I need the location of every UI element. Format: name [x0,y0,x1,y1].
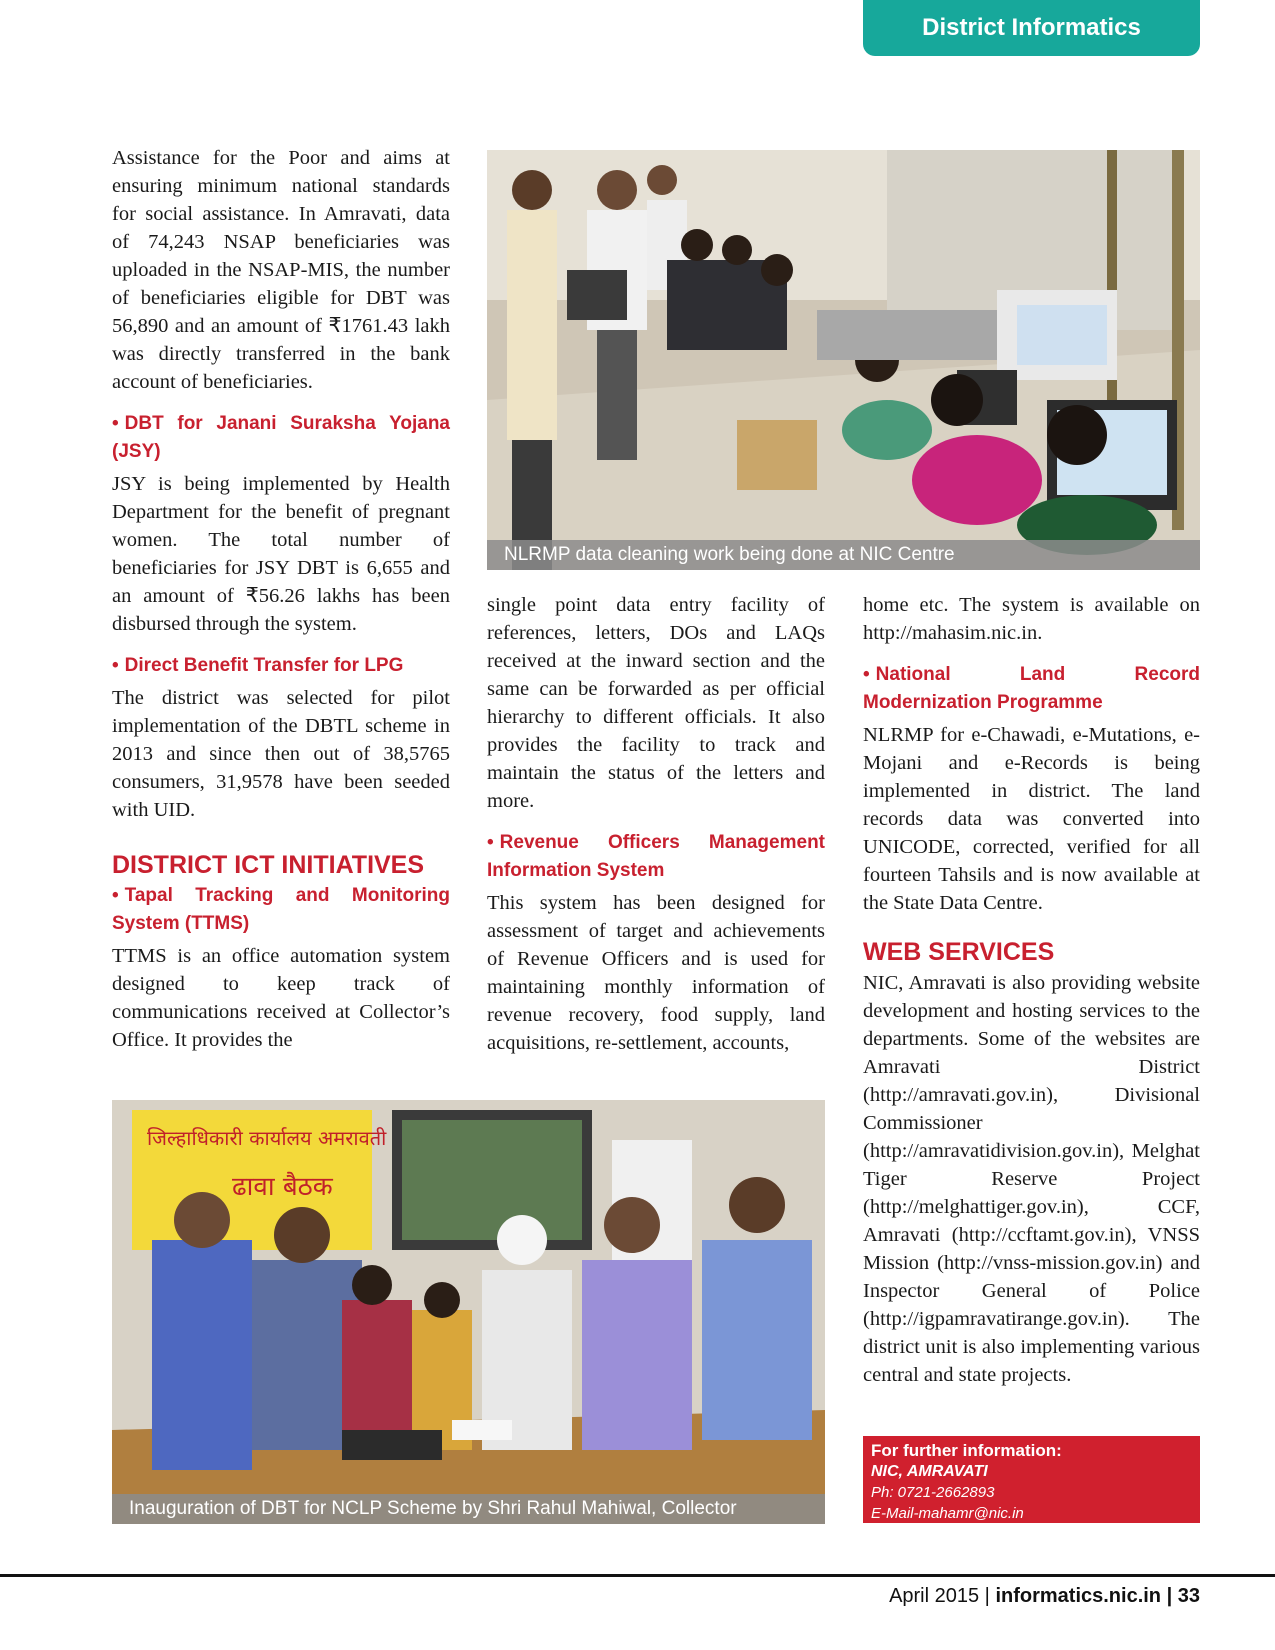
contact-phone: Ph: 0721-2662893 [871,1484,995,1501]
column-2 [487,591,825,1071]
jsy-paragraph: JSY is being implemented by Health Department for the benefit of pregnant women. The total number of beneficiaries for JSY DBT is 6,655 and an amount of ₹56.26 lakhs has been disbursed through the system. [112,473,450,635]
page-footer [889,1585,1200,1608]
contact-heading: For further information: [871,1441,1062,1460]
photo-nlrmp [487,150,1200,570]
romis-paragraph: This system has been designed for assessment of target and achievements of Revenue Officers and is used for maintaining monthly information of revenue recovery, food supply, land acquisitions, re-settlement, accounts, [487,892,825,1054]
web-services-paragraph: NIC, Amravati is also providing website development and hosting services to the departments. Some of the websites are Amravati District (http://amravati.gov.in), Divisional Commissioner (http://amravatidivision.gov.in), Melghat Tiger Reserve Project (http://melghattiger.gov.in), CCF, Amravati (http://ccftamt.gov.in), VNSS Mission (http://vnss-mission.gov.in) and Inspector General of Police (http://igpamravatirange.gov.in). The district unit is also implementing various central and state projects. [863,972,1200,1386]
ttms-paragraph: TTMS is an office automation system designed to keep track of communications received at Collector’s Office. It provides the [112,945,450,1051]
romis-heading: • Revenue Officers Management Information System [487,832,825,881]
banner-text: जिल्हाधिकारी कार्यालय अमरावती [147,1126,387,1150]
lpg-heading: • Direct Benefit Transfer for LPG [112,655,404,676]
web-services-heading: WEB SERVICES [863,938,1055,966]
photo-nclp-image [112,1100,825,1524]
photo-nclp-caption: Inauguration of DBT for NCLP Scheme by Shri Rahul Mahiwal, Collector [112,1494,825,1524]
ttms-continued-paragraph: single point data entry facility of references, letters, DOs and LAQs received at the inward section and the same can be forwarded as per official hierarchy to different officials. It also provides the facility to track and maintain the status of the letters and more. [487,594,825,812]
footer-site: informatics.nic.in [995,1585,1162,1607]
section-tab [863,0,1200,56]
footer-rule [0,1574,1275,1577]
photo-nlrmp-caption: NLRMP data cleaning work being done at NIC Centre [487,540,1200,570]
jsy-heading: • DBT for Janani Suraksha Yojana (JSY) [112,413,450,462]
column-1 [112,144,450,1068]
photo-nlrmp-image [487,150,1200,570]
footer-page-number: | 33 [1166,1585,1200,1607]
intro-paragraph: Assistance for the Poor and aims at ensuring minimum national standards for social assistance. In Amravati, data of 74,243 NSAP beneficiaries was uploaded in the NSAP-MIS, the number of beneficiaries eligible for DBT was 56,890 and an amount of ₹1761.43 lakh was directly transferred in the bank account of beneficiaries. [112,147,450,393]
contact-email: E-Mail-mahamr@nic.in [871,1505,1024,1522]
contact-info-box [863,1436,1200,1523]
footer-date: April 2015 | [889,1585,990,1607]
banner-text-2: ढावा बैठक [232,1172,333,1202]
nlrmp-paragraph: NLRMP for e-Chawadi, e-Mutations, e-Mojani and e-Records is being implemented in district. The land records data was converted into UNICODE, corrected, verified for all fourteen Tahsils and is now available at the State Data Centre. [863,724,1200,914]
romis-continued-paragraph: home etc. The system is available on http://mahasim.nic.in. [863,594,1200,644]
contact-name: NIC, AMRAVATI [871,1463,988,1480]
photo-nclp [112,1100,825,1524]
section-tab-label: District Informatics [922,14,1141,41]
ict-section-heading: DISTRICT ICT INITIATIVES [112,851,425,879]
nlrmp-heading: • National Land Record Modernization Programme [863,664,1200,713]
lpg-paragraph: The district was selected for pilot implementation of the DBTL scheme in 2013 and since then out of 38,5765 consumers, 31,9578 have been seeded with UID. [112,687,450,821]
column-3 [863,591,1200,1403]
ttms-heading: • Tapal Tracking and Monitoring System (TTMS) [112,885,450,934]
